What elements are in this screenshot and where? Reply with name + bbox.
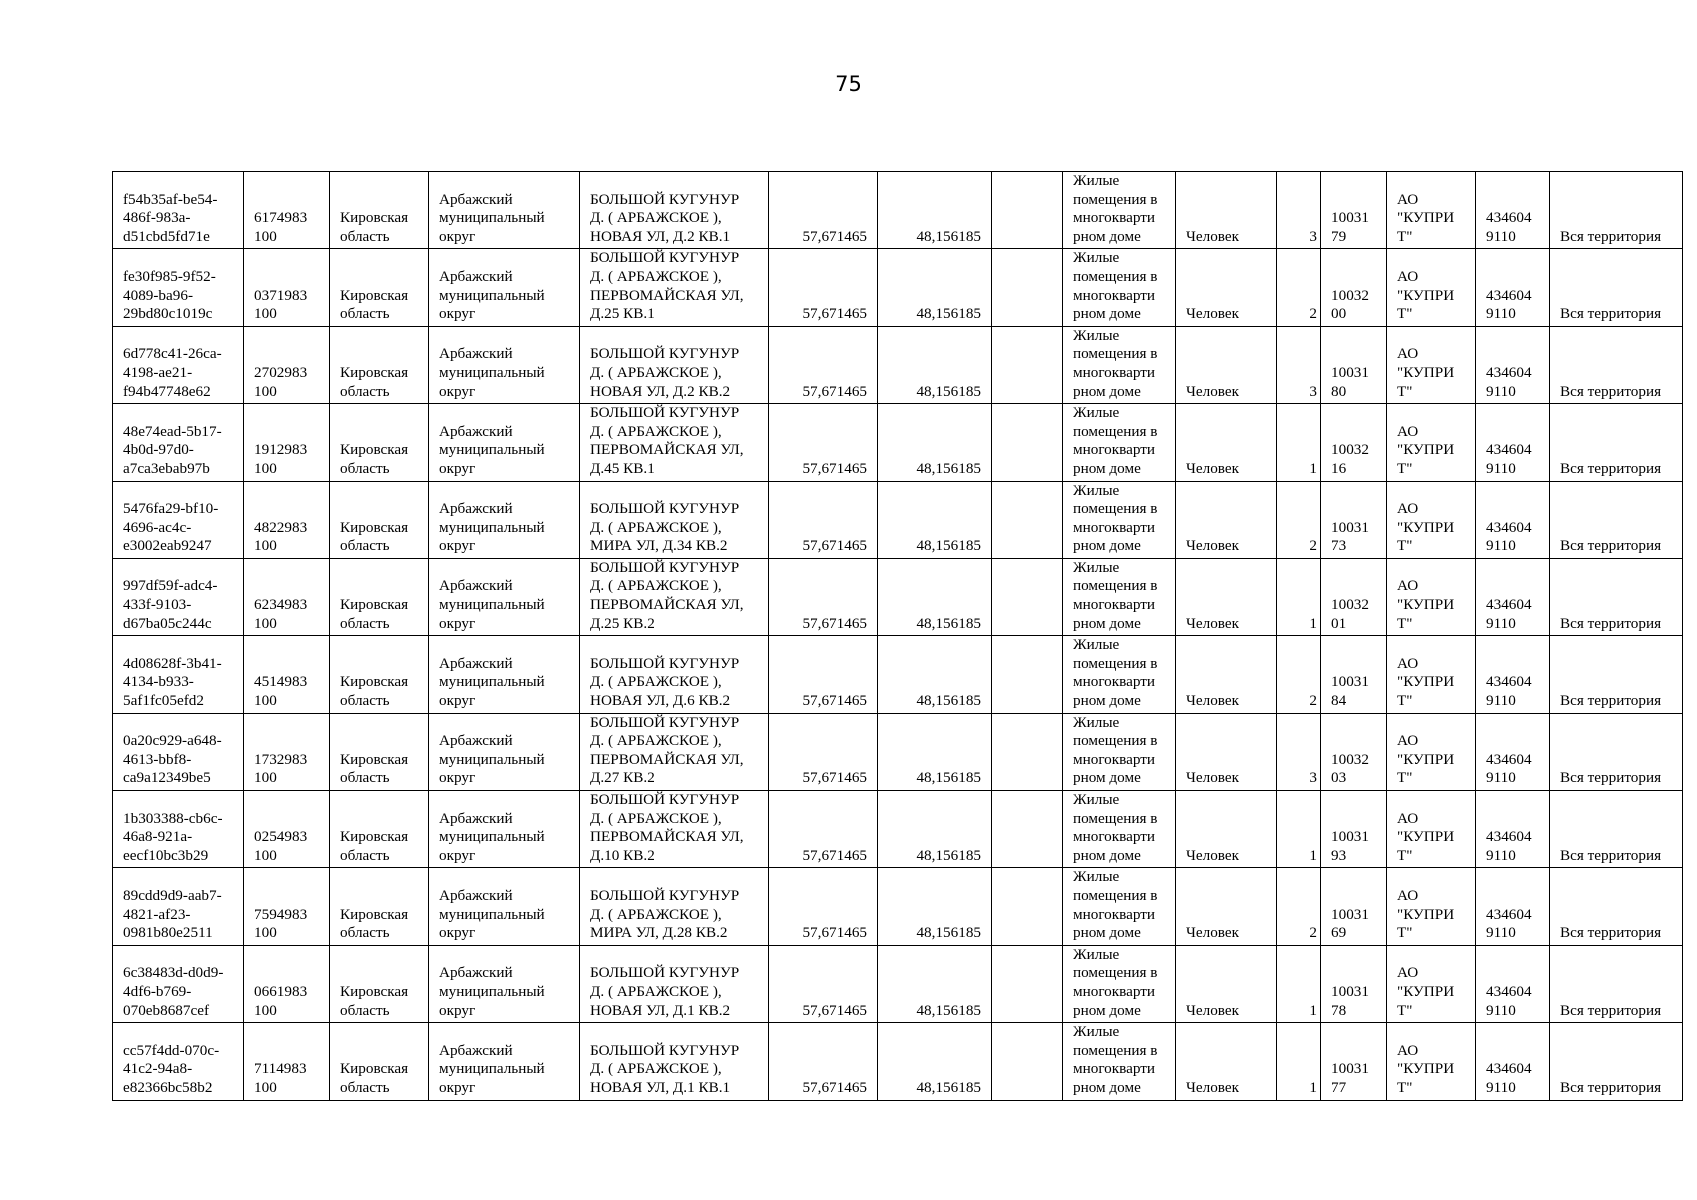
premises-type-cell: Жилые помещения в многокварти рном доме [1063, 481, 1176, 558]
count-cell: 2 [1277, 249, 1321, 326]
table-row [113, 868, 1683, 945]
longitude-cell: 48,156185 [878, 558, 992, 635]
account-cell: 10032 01 [1321, 558, 1387, 635]
latitude-cell: 57,671465 [769, 1023, 878, 1100]
table-row [113, 172, 1683, 249]
territory-cell: Вся территория [1550, 713, 1683, 790]
account-cell: 10031 69 [1321, 868, 1387, 945]
longitude-cell: 48,156185 [878, 249, 992, 326]
table-row [113, 1023, 1683, 1100]
table-row [113, 481, 1683, 558]
district-cell: Арбажский муниципальный округ [429, 172, 580, 249]
inn-cell: 434604 9110 [1476, 558, 1550, 635]
region-cell: Кировская область [330, 791, 429, 868]
latitude-cell: 57,671465 [769, 249, 878, 326]
territory-cell: Вся территория [1550, 636, 1683, 713]
address-cell: БОЛЬШОЙ КУГУНУР Д. ( АРБАЖСКОЕ ), НОВАЯ УЛ, Д.1 КВ.2 [580, 945, 769, 1022]
empty-cell [992, 558, 1063, 635]
empty-cell [992, 481, 1063, 558]
unit-cell: Человек [1176, 791, 1277, 868]
organization-cell: АО "КУПРИ Т" [1387, 713, 1476, 790]
address-cell: БОЛЬШОЙ КУГУНУР Д. ( АРБАЖСКОЕ ), ПЕРВОМАЙСКАЯ УЛ, Д.10 КВ.2 [580, 791, 769, 868]
inn-cell: 434604 9110 [1476, 945, 1550, 1022]
territory-cell: Вся территория [1550, 404, 1683, 481]
latitude-cell: 57,671465 [769, 713, 878, 790]
id-cell: 6d778c41-26ca- 4198-ae21- f94b47748e62 [113, 326, 244, 403]
account-cell: 10031 84 [1321, 636, 1387, 713]
organization-cell: АО "КУПРИ Т" [1387, 868, 1476, 945]
account-cell: 10032 03 [1321, 713, 1387, 790]
longitude-cell: 48,156185 [878, 791, 992, 868]
count-cell: 1 [1277, 945, 1321, 1022]
address-cell: БОЛЬШОЙ КУГУНУР Д. ( АРБАЖСКОЕ ), ПЕРВОМАЙСКАЯ УЛ, Д.27 КВ.2 [580, 713, 769, 790]
id-cell: 0a20c929-a648- 4613-bbf8- ca9a12349be5 [113, 713, 244, 790]
premises-type-cell: Жилые помещения в многокварти рном доме [1063, 172, 1176, 249]
district-cell: Арбажский муниципальный округ [429, 791, 580, 868]
territory-cell: Вся территория [1550, 481, 1683, 558]
id-cell: fe30f985-9f52- 4089-ba96- 29bd80c1019c [113, 249, 244, 326]
address-cell: БОЛЬШОЙ КУГУНУР Д. ( АРБАЖСКОЕ ), НОВАЯ УЛ, Д.2 КВ.1 [580, 172, 769, 249]
district-cell: Арбажский муниципальный округ [429, 636, 580, 713]
account-cell: 10031 78 [1321, 945, 1387, 1022]
empty-cell [992, 1023, 1063, 1100]
address-cell: БОЛЬШОЙ КУГУНУР Д. ( АРБАЖСКОЕ ), ПЕРВОМАЙСКАЯ УЛ, Д.25 КВ.2 [580, 558, 769, 635]
count-cell: 1 [1277, 1023, 1321, 1100]
premises-type-cell: Жилые помещения в многокварти рном доме [1063, 558, 1176, 635]
latitude-cell: 57,671465 [769, 558, 878, 635]
code-cell: 0254983 100 [244, 791, 330, 868]
empty-cell [992, 404, 1063, 481]
id-cell: 5476fa29-bf10- 4696-ac4c- e3002eab9247 [113, 481, 244, 558]
latitude-cell: 57,671465 [769, 481, 878, 558]
region-cell: Кировская область [330, 636, 429, 713]
empty-cell [992, 945, 1063, 1022]
inn-cell: 434604 9110 [1476, 791, 1550, 868]
region-cell: Кировская область [330, 558, 429, 635]
region-cell: Кировская область [330, 481, 429, 558]
code-cell: 1912983 100 [244, 404, 330, 481]
empty-cell [992, 636, 1063, 713]
territory-cell: Вся территория [1550, 945, 1683, 1022]
account-cell: 10031 73 [1321, 481, 1387, 558]
district-cell: Арбажский муниципальный округ [429, 713, 580, 790]
account-cell: 10031 79 [1321, 172, 1387, 249]
organization-cell: АО "КУПРИ Т" [1387, 481, 1476, 558]
address-cell: БОЛЬШОЙ КУГУНУР Д. ( АРБАЖСКОЕ ), НОВАЯ УЛ, Д.1 КВ.1 [580, 1023, 769, 1100]
premises-type-cell: Жилые помещения в многокварти рном доме [1063, 791, 1176, 868]
count-cell: 1 [1277, 791, 1321, 868]
table-row [113, 249, 1683, 326]
district-cell: Арбажский муниципальный округ [429, 404, 580, 481]
id-cell: f54b35af-be54- 486f-983a- d51cbd5fd71e [113, 172, 244, 249]
longitude-cell: 48,156185 [878, 713, 992, 790]
longitude-cell: 48,156185 [878, 868, 992, 945]
premises-type-cell: Жилые помещения в многокварти рном доме [1063, 1023, 1176, 1100]
code-cell: 7114983 100 [244, 1023, 330, 1100]
district-cell: Арбажский муниципальный округ [429, 249, 580, 326]
latitude-cell: 57,671465 [769, 791, 878, 868]
count-cell: 3 [1277, 713, 1321, 790]
id-cell: cc57f4dd-070c- 41c2-94a8- e82366bc58b2 [113, 1023, 244, 1100]
address-cell: БОЛЬШОЙ КУГУНУР Д. ( АРБАЖСКОЕ ), НОВАЯ УЛ, Д.6 КВ.2 [580, 636, 769, 713]
table-row [113, 636, 1683, 713]
count-cell: 1 [1277, 404, 1321, 481]
latitude-cell: 57,671465 [769, 172, 878, 249]
premises-type-cell: Жилые помещения в многокварти рном доме [1063, 636, 1176, 713]
address-cell: БОЛЬШОЙ КУГУНУР Д. ( АРБАЖСКОЕ ), ПЕРВОМАЙСКАЯ УЛ, Д.25 КВ.1 [580, 249, 769, 326]
premises-type-cell: Жилые помещения в многокварти рном доме [1063, 326, 1176, 403]
count-cell: 2 [1277, 636, 1321, 713]
id-cell: 48e74ead-5b17- 4b0d-97d0- a7ca3ebab97b [113, 404, 244, 481]
account-cell: 10032 00 [1321, 249, 1387, 326]
code-cell: 1732983 100 [244, 713, 330, 790]
unit-cell: Человек [1176, 172, 1277, 249]
region-cell: Кировская область [330, 868, 429, 945]
inn-cell: 434604 9110 [1476, 1023, 1550, 1100]
table-row [113, 558, 1683, 635]
table-row [113, 404, 1683, 481]
district-cell: Арбажский муниципальный округ [429, 945, 580, 1022]
registry-table [112, 171, 1683, 1101]
table-row [113, 713, 1683, 790]
premises-type-cell: Жилые помещения в многокварти рном доме [1063, 945, 1176, 1022]
organization-cell: АО "КУПРИ Т" [1387, 172, 1476, 249]
district-cell: Арбажский муниципальный округ [429, 558, 580, 635]
inn-cell: 434604 9110 [1476, 249, 1550, 326]
id-cell: 4d08628f-3b41- 4134-b933- 5af1fc05efd2 [113, 636, 244, 713]
unit-cell: Человек [1176, 558, 1277, 635]
id-cell: 89cdd9d9-aab7- 4821-af23- 0981b80e2511 [113, 868, 244, 945]
inn-cell: 434604 9110 [1476, 172, 1550, 249]
code-cell: 4514983 100 [244, 636, 330, 713]
unit-cell: Человек [1176, 1023, 1277, 1100]
table-row [113, 945, 1683, 1022]
address-cell: БОЛЬШОЙ КУГУНУР Д. ( АРБАЖСКОЕ ), НОВАЯ УЛ, Д.2 КВ.2 [580, 326, 769, 403]
territory-cell: Вся территория [1550, 558, 1683, 635]
unit-cell: Человек [1176, 326, 1277, 403]
latitude-cell: 57,671465 [769, 868, 878, 945]
table-row [113, 326, 1683, 403]
territory-cell: Вся территория [1550, 326, 1683, 403]
region-cell: Кировская область [330, 1023, 429, 1100]
region-cell: Кировская область [330, 404, 429, 481]
organization-cell: АО "КУПРИ Т" [1387, 326, 1476, 403]
region-cell: Кировская область [330, 172, 429, 249]
unit-cell: Человек [1176, 636, 1277, 713]
unit-cell: Человек [1176, 404, 1277, 481]
latitude-cell: 57,671465 [769, 636, 878, 713]
territory-cell: Вся территория [1550, 868, 1683, 945]
id-cell: 997df59f-adc4- 433f-9103- d67ba05c244c [113, 558, 244, 635]
latitude-cell: 57,671465 [769, 404, 878, 481]
organization-cell: АО "КУПРИ Т" [1387, 636, 1476, 713]
code-cell: 7594983 100 [244, 868, 330, 945]
organization-cell: АО "КУПРИ Т" [1387, 404, 1476, 481]
id-cell: 6c38483d-d0d9- 4df6-b769- 070eb8687cef [113, 945, 244, 1022]
longitude-cell: 48,156185 [878, 481, 992, 558]
inn-cell: 434604 9110 [1476, 404, 1550, 481]
organization-cell: АО "КУПРИ Т" [1387, 791, 1476, 868]
code-cell: 2702983 100 [244, 326, 330, 403]
empty-cell [992, 791, 1063, 868]
code-cell: 0661983 100 [244, 945, 330, 1022]
territory-cell: Вся территория [1550, 172, 1683, 249]
address-cell: БОЛЬШОЙ КУГУНУР Д. ( АРБАЖСКОЕ ), ПЕРВОМАЙСКАЯ УЛ, Д.45 КВ.1 [580, 404, 769, 481]
account-cell: 10031 93 [1321, 791, 1387, 868]
inn-cell: 434604 9110 [1476, 713, 1550, 790]
account-cell: 10031 80 [1321, 326, 1387, 403]
empty-cell [992, 249, 1063, 326]
region-cell: Кировская область [330, 713, 429, 790]
count-cell: 3 [1277, 326, 1321, 403]
latitude-cell: 57,671465 [769, 945, 878, 1022]
latitude-cell: 57,671465 [769, 326, 878, 403]
unit-cell: Человек [1176, 713, 1277, 790]
inn-cell: 434604 9110 [1476, 326, 1550, 403]
count-cell: 2 [1277, 481, 1321, 558]
inn-cell: 434604 9110 [1476, 636, 1550, 713]
page-number: 75 [835, 72, 862, 96]
unit-cell: Человек [1176, 249, 1277, 326]
district-cell: Арбажский муниципальный округ [429, 868, 580, 945]
region-cell: Кировская область [330, 945, 429, 1022]
premises-type-cell: Жилые помещения в многокварти рном доме [1063, 404, 1176, 481]
code-cell: 6174983 100 [244, 172, 330, 249]
region-cell: Кировская область [330, 249, 429, 326]
count-cell: 2 [1277, 868, 1321, 945]
premises-type-cell: Жилые помещения в многокварти рном доме [1063, 249, 1176, 326]
address-cell: БОЛЬШОЙ КУГУНУР Д. ( АРБАЖСКОЕ ), МИРА УЛ, Д.34 КВ.2 [580, 481, 769, 558]
account-cell: 10032 16 [1321, 404, 1387, 481]
unit-cell: Человек [1176, 945, 1277, 1022]
district-cell: Арбажский муниципальный округ [429, 481, 580, 558]
count-cell: 3 [1277, 172, 1321, 249]
unit-cell: Человек [1176, 868, 1277, 945]
account-cell: 10031 77 [1321, 1023, 1387, 1100]
premises-type-cell: Жилые помещения в многокварти рном доме [1063, 713, 1176, 790]
territory-cell: Вся территория [1550, 249, 1683, 326]
empty-cell [992, 172, 1063, 249]
longitude-cell: 48,156185 [878, 636, 992, 713]
district-cell: Арбажский муниципальный округ [429, 326, 580, 403]
id-cell: 1b303388-cb6c- 46a8-921a- eecf10bc3b29 [113, 791, 244, 868]
organization-cell: АО "КУПРИ Т" [1387, 249, 1476, 326]
region-cell: Кировская область [330, 326, 429, 403]
organization-cell: АО "КУПРИ Т" [1387, 558, 1476, 635]
code-cell: 6234983 100 [244, 558, 330, 635]
code-cell: 4822983 100 [244, 481, 330, 558]
table-row [113, 791, 1683, 868]
premises-type-cell: Жилые помещения в многокварти рном доме [1063, 868, 1176, 945]
empty-cell [992, 326, 1063, 403]
longitude-cell: 48,156185 [878, 326, 992, 403]
inn-cell: 434604 9110 [1476, 868, 1550, 945]
district-cell: Арбажский муниципальный округ [429, 1023, 580, 1100]
inn-cell: 434604 9110 [1476, 481, 1550, 558]
longitude-cell: 48,156185 [878, 1023, 992, 1100]
longitude-cell: 48,156185 [878, 172, 992, 249]
longitude-cell: 48,156185 [878, 404, 992, 481]
registry-body [113, 172, 1683, 1101]
address-cell: БОЛЬШОЙ КУГУНУР Д. ( АРБАЖСКОЕ ), МИРА УЛ, Д.28 КВ.2 [580, 868, 769, 945]
code-cell: 0371983 100 [244, 249, 330, 326]
count-cell: 1 [1277, 558, 1321, 635]
organization-cell: АО "КУПРИ Т" [1387, 1023, 1476, 1100]
longitude-cell: 48,156185 [878, 945, 992, 1022]
empty-cell [992, 713, 1063, 790]
territory-cell: Вся территория [1550, 1023, 1683, 1100]
territory-cell: Вся территория [1550, 791, 1683, 868]
empty-cell [992, 868, 1063, 945]
organization-cell: АО "КУПРИ Т" [1387, 945, 1476, 1022]
unit-cell: Человек [1176, 481, 1277, 558]
